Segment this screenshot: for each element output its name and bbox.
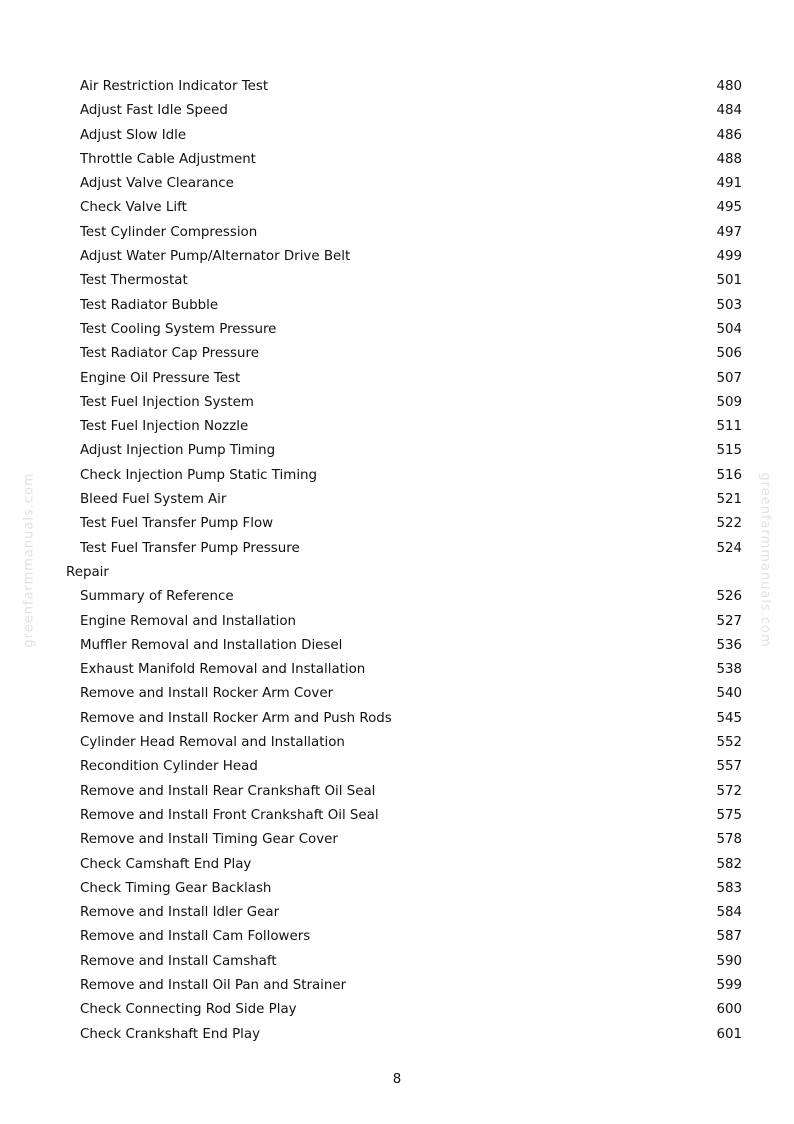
toc-entry[interactable] (0, 415, 794, 439)
toc-entry[interactable] (0, 148, 794, 172)
toc-entry[interactable] (0, 780, 794, 804)
toc-entry-page: 488 (716, 151, 742, 167)
toc-entry-page: 536 (716, 637, 742, 653)
toc-entry-page: 509 (716, 394, 742, 410)
toc-entry-title: Test Fuel Injection System (80, 394, 254, 410)
toc-entry-page: 501 (716, 273, 742, 289)
toc-entry-title: Test Fuel Transfer Pump Flow (80, 516, 274, 532)
toc-entry-page: 584 (716, 905, 742, 921)
toc-entry-page: 601 (716, 1026, 742, 1042)
toc-entry[interactable] (0, 1023, 794, 1047)
toc-entry-title: Remove and Install Rocker Arm and Push Rods (80, 710, 392, 726)
toc-entry-title: Remove and Install Front Crankshaft Oil Seal (80, 807, 379, 823)
toc-entry-page: 557 (716, 759, 742, 775)
toc-entry[interactable] (0, 512, 794, 536)
toc-entry-page: 491 (716, 176, 742, 192)
toc-entry[interactable] (0, 439, 794, 463)
table-of-contents (0, 75, 794, 1047)
toc-entry[interactable] (0, 804, 794, 828)
toc-entry[interactable] (0, 682, 794, 706)
toc-entry[interactable] (0, 294, 794, 318)
toc-entry[interactable] (0, 877, 794, 901)
toc-entry[interactable] (0, 367, 794, 391)
watermark-right: greenfarmmanuals.com (757, 472, 773, 648)
toc-entry-page: 522 (716, 516, 742, 532)
toc-entry-title: Adjust Water Pump/Alternator Drive Belt (80, 249, 351, 265)
toc-entry[interactable] (0, 610, 794, 634)
toc-entry-title: Adjust Slow Idle (80, 127, 187, 143)
toc-entry-title: Bleed Fuel System Air (80, 492, 227, 508)
toc-entry[interactable] (0, 464, 794, 488)
toc-entry-page: 578 (716, 832, 742, 848)
toc-entry[interactable] (0, 172, 794, 196)
page-number: 8 (392, 1072, 402, 1087)
toc-entry-page: 486 (716, 127, 742, 143)
toc-entry-page: 540 (716, 686, 742, 702)
toc-entry-page: 552 (716, 735, 742, 751)
toc-entry-page: 480 (716, 79, 742, 94)
toc-entry[interactable] (0, 99, 794, 123)
toc-entry[interactable] (0, 585, 794, 609)
toc-entry-title: Adjust Valve Clearance (80, 176, 234, 192)
toc-entry-page: 590 (716, 953, 742, 969)
toc-entry-page: 503 (716, 297, 742, 313)
toc-entry-title: Test Cylinder Compression (80, 224, 258, 240)
toc-entry-title: Engine Removal and Installation (80, 613, 297, 629)
toc-entry-page: 599 (716, 977, 742, 993)
toc-entry[interactable] (0, 998, 794, 1022)
toc-entry-title: Test Fuel Injection Nozzle (80, 419, 249, 435)
toc-entry-page: 575 (716, 807, 742, 823)
toc-entry[interactable] (0, 269, 794, 293)
toc-entry[interactable] (0, 391, 794, 415)
toc-entry-page: 545 (716, 710, 742, 726)
toc-entry-title: Remove and Install Timing Gear Cover (80, 832, 338, 848)
toc-entry[interactable] (0, 731, 794, 755)
toc-entry-page: 499 (716, 249, 742, 265)
toc-entry[interactable] (0, 124, 794, 148)
toc-entry-page: 497 (716, 224, 742, 240)
toc-entry-title: Check Connecting Rod Side Play (80, 1002, 297, 1018)
toc-entry-title: Test Fuel Transfer Pump Pressure (80, 540, 300, 556)
toc-entry-title: Remove and Install Cam Followers (80, 929, 311, 945)
toc-entry-title: Remove and Install Idler Gear (80, 905, 280, 921)
section-heading-text: Repair (66, 564, 109, 580)
toc-entry-title: Remove and Install Rear Crankshaft Oil Seal (80, 783, 376, 799)
toc-entry-page: 515 (716, 443, 742, 459)
toc-entry[interactable] (0, 950, 794, 974)
toc-entry-title: Test Thermostat (80, 273, 188, 289)
toc-entry-page: 600 (716, 1002, 742, 1018)
toc-entry-title: Check Timing Gear Backlash (80, 880, 272, 896)
toc-entry-title: Air Restriction Indicator Test (80, 79, 269, 94)
toc-entry[interactable] (0, 925, 794, 949)
toc-entry[interactable] (0, 974, 794, 998)
toc-entry-title: Check Valve Lift (80, 200, 187, 216)
toc-entry-page: 582 (716, 856, 742, 872)
toc-entry[interactable] (0, 828, 794, 852)
toc-entry-title: Remove and Install Camshaft (80, 953, 277, 969)
toc-entry-title: Check Injection Pump Static Timing (80, 467, 318, 483)
toc-entry-title: Remove and Install Oil Pan and Strainer (80, 977, 347, 993)
toc-entry-page: 572 (716, 783, 742, 799)
toc-entry-page: 526 (716, 589, 742, 605)
toc-entry-page: 587 (716, 929, 742, 945)
toc-entry[interactable] (0, 342, 794, 366)
toc-entry-page: 511 (716, 419, 742, 435)
toc-entry-title: Test Radiator Cap Pressure (80, 346, 259, 362)
toc-entry-title: Check Camshaft End Play (80, 856, 252, 872)
toc-entry-title: Adjust Fast Idle Speed (80, 103, 228, 119)
toc-entry-title: Test Cooling System Pressure (80, 321, 277, 337)
toc-entry-page: 538 (716, 662, 742, 678)
toc-entry[interactable] (0, 707, 794, 731)
toc-entry-title: Adjust Injection Pump Timing (80, 443, 276, 459)
toc-entry-page: 506 (716, 346, 742, 362)
toc-entry[interactable] (0, 634, 794, 658)
toc-entry[interactable] (0, 755, 794, 779)
toc-entry[interactable] (0, 75, 794, 99)
toc-entry-page: 521 (716, 492, 742, 508)
watermark-left: greenfarmmanuals.com (21, 472, 37, 648)
toc-entry-page: 507 (716, 370, 742, 386)
toc-entry[interactable] (0, 853, 794, 877)
toc-entry[interactable] (0, 221, 794, 245)
toc-entry-page: 516 (716, 467, 742, 483)
toc-entry-page: 484 (716, 103, 742, 119)
toc-entry[interactable] (0, 901, 794, 925)
toc-entry-title: Remove and Install Rocker Arm Cover (80, 686, 334, 702)
toc-entry-title: Cylinder Head Removal and Installation (80, 735, 345, 751)
toc-entry-page: 504 (716, 321, 742, 337)
toc-entry-title: Test Radiator Bubble (80, 297, 219, 313)
toc-entry-title: Exhaust Manifold Removal and Installation (80, 662, 366, 678)
toc-entry-title: Muffler Removal and Installation Diesel (80, 637, 343, 653)
toc-section-heading (0, 561, 794, 585)
toc-entry-page: 583 (716, 880, 742, 896)
toc-entry-page: 524 (716, 540, 742, 556)
toc-entry-title: Summary of Reference (80, 589, 234, 605)
toc-entry[interactable] (0, 245, 794, 269)
toc-entry-title: Recondition Cylinder Head (80, 759, 258, 775)
toc-entry[interactable] (0, 488, 794, 512)
toc-entry-page: 527 (716, 613, 742, 629)
toc-entry-title: Check Crankshaft End Play (80, 1026, 261, 1042)
toc-entry[interactable] (0, 537, 794, 561)
toc-entry[interactable] (0, 658, 794, 682)
toc-entry-page: 495 (716, 200, 742, 216)
toc-entry-title: Engine Oil Pressure Test (80, 370, 241, 386)
toc-entry-title: Throttle Cable Adjustment (80, 151, 256, 167)
toc-entry[interactable] (0, 318, 794, 342)
toc-entry[interactable] (0, 196, 794, 220)
